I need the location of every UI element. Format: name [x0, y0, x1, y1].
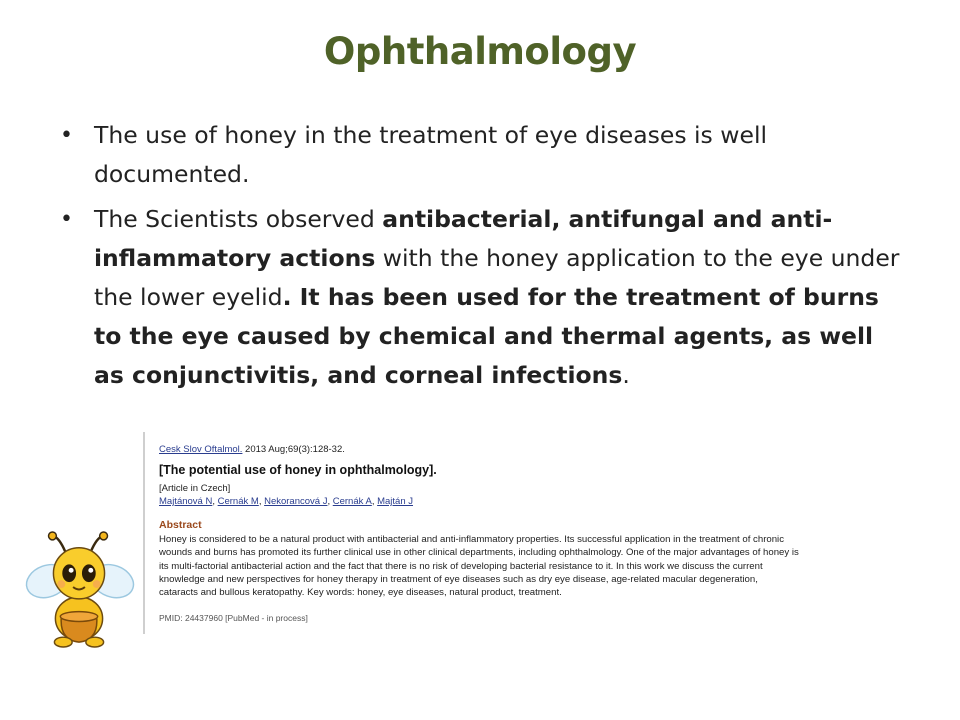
author-link[interactable]: Majtán J	[377, 496, 414, 507]
article-screenshot	[143, 432, 803, 634]
journal-link[interactable]: Cesk Slov Oftalmol.	[159, 444, 243, 455]
bullet-list	[56, 116, 906, 401]
citation	[159, 444, 803, 455]
author-link[interactable]: Majtánová N	[159, 496, 213, 507]
article-title: [The potential use of honey in ophthalmology].	[159, 463, 437, 477]
bullet-text: .	[622, 361, 630, 389]
bullet-marker: •	[60, 207, 73, 232]
author-link[interactable]: Nekorancová J	[264, 496, 328, 507]
pmid: PMID: 24437960 [PubMed - in process]	[159, 613, 308, 624]
author-list	[159, 496, 803, 507]
author-separator: ,	[258, 496, 265, 507]
bullet-bold-text: . It has been used for the treatment of burns to the eye caused by chemical and thermal agents, as well as conjunctivitis, and corneal infections	[94, 283, 879, 389]
bullet-item	[56, 200, 906, 395]
author-link[interactable]: Cernák M	[217, 496, 259, 507]
abstract-text: Honey is considered to be a natural product with antibacterial and anti-inflammatory properties. Its successful application in the treatment of chronic wounds and burns has promoted its further clinical use in other clinical departments, including ophthalmology. One of the major advantages of honey is its multi-factorial antibacterial action and the fact that there is no risk of developing bacterial resistance to it. In this work we discuss the current knowledge and new perspectives for honey therapy in treatment of eye diseases such as dry eye disease, age-related macular degeneration, cataracts and bullous keratopathy. Key words: honey, eye diseases, natural product, treatment.	[159, 534, 799, 599]
bullet-text: with the honey application to the eye under the lower eyelid	[94, 244, 900, 311]
bullet-bold-text: antibacterial, antifungal and anti-inflammatory actions	[94, 205, 833, 272]
author-separator: ,	[371, 496, 378, 507]
article-language: [Article in Czech]	[159, 483, 231, 494]
citation-date: 2013 Aug;69(3):128-32.	[242, 444, 345, 455]
author-link[interactable]: Cernák A	[332, 496, 372, 507]
author-separator: ,	[327, 496, 333, 507]
bee-with-honey-pot-icon	[20, 530, 138, 648]
author-separator: ,	[212, 496, 218, 507]
abstract-heading: Abstract	[159, 519, 202, 531]
slide-title: Ophthalmology	[323, 30, 637, 73]
bullet-item	[56, 116, 906, 194]
bullet-marker: •	[60, 123, 73, 148]
bullet-text: The Scientists observed	[94, 205, 383, 233]
bullet-text: The use of honey in the treatment of eye diseases is well documented.	[94, 121, 768, 188]
